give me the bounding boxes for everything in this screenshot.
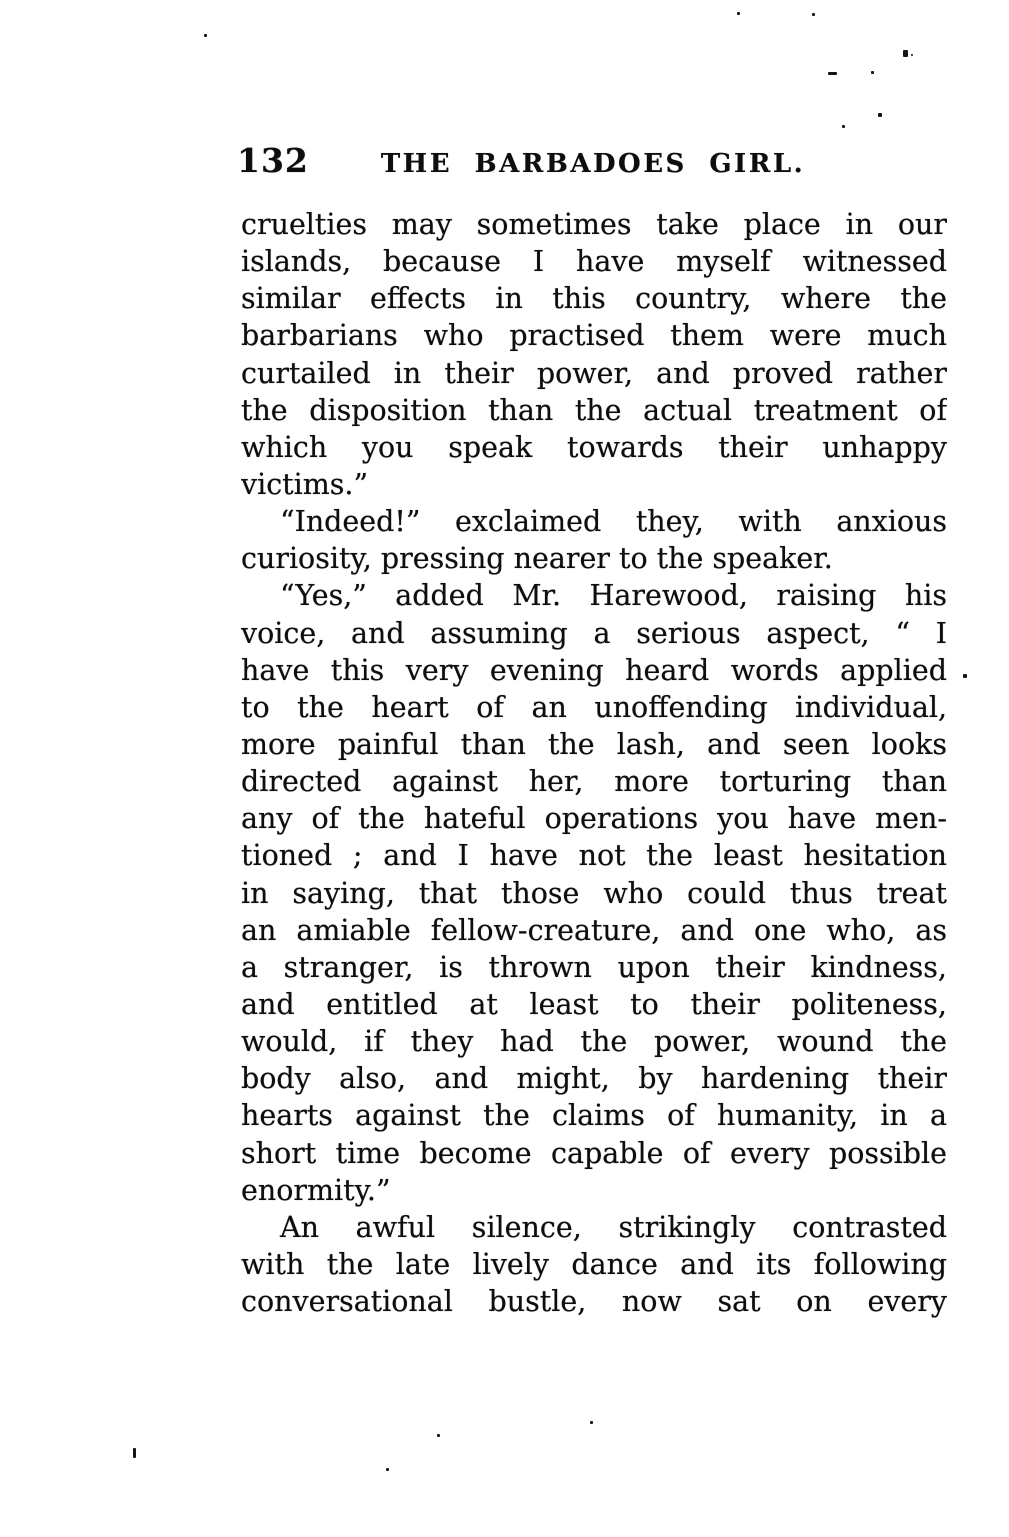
text-line: victims.” (241, 467, 369, 501)
scan-speck (903, 50, 908, 57)
scan-speck (812, 13, 815, 16)
text-line: voice, and assuming a serious aspect, “ I (241, 616, 947, 650)
text-line: hearts against the claims of humanity, in a (241, 1099, 947, 1133)
text-line: curtailed in their power, and proved rather (241, 356, 947, 390)
text-line: which you speak towards their unhappy (241, 430, 947, 464)
text-line: more painful than the lash, and seen looks (241, 727, 947, 761)
scan-speck (911, 54, 913, 56)
text-line: the disposition than the actual treatment of (241, 393, 947, 427)
scan-speck (963, 674, 967, 678)
text-line: an amiable fellow-creature, and one who, as (241, 913, 947, 947)
text-line: with the late lively dance and its following (241, 1247, 947, 1281)
scan-speck (437, 1434, 440, 1437)
text-line: barbarians who practised them were much (241, 319, 947, 353)
text-line: and entitled at least to their politeness, (241, 987, 947, 1021)
text-line: An awful silence, strikingly contrasted (280, 1210, 947, 1244)
scan-speck (204, 34, 207, 37)
text-line: enormity.” (241, 1173, 391, 1207)
text-line: “Yes,” added Mr. Harewood, raising his (280, 579, 947, 613)
text-line: a stranger, is thrown upon their kindness, (241, 950, 947, 984)
text-line: cruelties may sometimes take place in our (241, 208, 947, 241)
page-number: 132 (237, 141, 309, 180)
text-line: body also, and might, by hardening their (241, 1062, 947, 1096)
scan-speck (878, 113, 882, 117)
text-line: conversational bustle, now sat on every (241, 1285, 947, 1319)
text-line: any of the hateful operations you have men- (241, 802, 947, 836)
page-body (241, 206, 947, 1320)
text-line: directed against her, more torturing than (241, 765, 947, 799)
text-line: curiosity, pressing nearer to the speaker. (241, 542, 833, 576)
scan-speck (871, 71, 874, 74)
scan-speck (737, 12, 740, 15)
text-line: “Indeed!” exclaimed they, with anxious (280, 505, 947, 539)
scan-speck (590, 1421, 593, 1424)
scan-speck (842, 125, 845, 128)
text-line: to the heart of an unoffending individual, (241, 690, 947, 724)
scan-speck (133, 1448, 136, 1458)
text-line: short time become capable of every possible (241, 1136, 947, 1170)
text-line: tioned ; and I have not the least hesitation (241, 839, 947, 873)
running-title: THE BARBADOES GIRL. (380, 149, 806, 179)
text-line: in saying, that those who could thus treat (241, 876, 947, 910)
scan-speck (386, 1468, 389, 1471)
text-line: islands, because I have myself witnessed (241, 245, 947, 279)
text-line: similar effects in this country, where the (241, 282, 947, 316)
scan-speck (828, 72, 837, 75)
text-line: would, if they had the power, wound the (241, 1025, 947, 1059)
text-line: have this very evening heard words applied (241, 653, 947, 687)
